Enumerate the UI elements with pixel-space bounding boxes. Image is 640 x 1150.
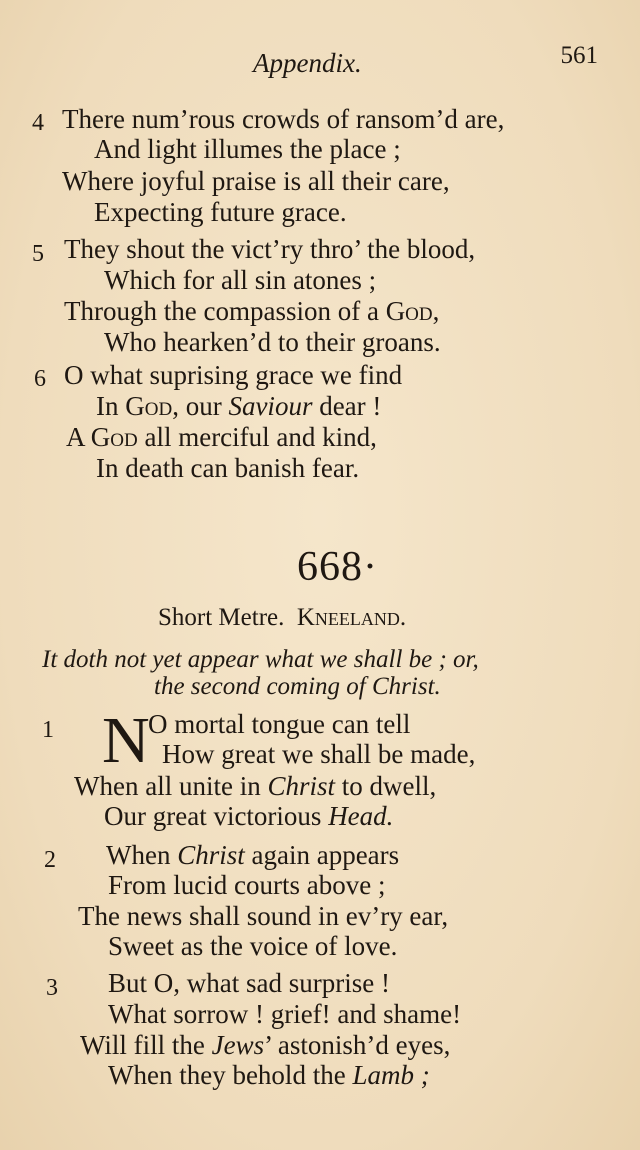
text-run: When xyxy=(106,840,178,870)
text-run: When all unite in xyxy=(74,771,268,801)
verse-line: Sweet as the voice of love. xyxy=(108,931,398,961)
verse-line: From lucid courts above ; xyxy=(108,870,386,900)
text-run: ’ astonish’d eyes, xyxy=(264,1030,451,1060)
verse-line: What sorrow ! grief! and shame! xyxy=(108,999,462,1029)
text-run: again appears xyxy=(244,840,400,870)
hymn-title-line: the second coming of Christ. xyxy=(154,673,441,700)
verse-line: But O, what sad surprise ! xyxy=(108,968,390,998)
italic-word: Christ xyxy=(267,771,335,801)
verse-line: The news shall sound in ev’ry ear, xyxy=(78,901,449,931)
verse-line xyxy=(104,801,393,831)
verse-line: Which for all sin atones ; xyxy=(104,265,377,295)
running-title: Appendix. xyxy=(253,48,362,78)
italic-word: Saviour xyxy=(228,391,313,421)
text-run: dear ! xyxy=(312,391,382,421)
page-number: 561 xyxy=(560,42,598,69)
verse-line: O what suprising grace we find xyxy=(64,360,403,390)
divine-name: God xyxy=(385,296,433,326)
verse-line xyxy=(106,840,399,870)
verse-line: Where joyful praise is all their care, xyxy=(62,166,450,196)
italic-word: Christ xyxy=(177,840,245,870)
text-run: all merciful and kind, xyxy=(137,422,377,452)
verse-line: And light illumes the place ; xyxy=(94,134,401,164)
verse-line: Who hearken’d to their groans. xyxy=(104,327,441,357)
verse-line: Through the compassion of a God, xyxy=(64,296,440,326)
tune-name: Kneeland. xyxy=(296,604,407,631)
text-run: to dwell, xyxy=(334,771,437,801)
verse-number: 5 xyxy=(32,241,44,267)
verse-line xyxy=(74,771,436,801)
verse-number: 4 xyxy=(32,110,44,136)
italic-word: Head. xyxy=(328,801,394,831)
verse-line: In death can banish fear. xyxy=(96,453,360,483)
divine-name: God xyxy=(125,391,173,421)
hymn-number: 668· xyxy=(297,544,378,590)
hymn-title-line: It doth not yet appear what we shall be ; or, xyxy=(42,646,479,673)
verse-line xyxy=(66,422,377,452)
verse-number: 3 xyxy=(46,975,58,1001)
text-run: Will fill the xyxy=(80,1030,212,1060)
metre: Short Metre. xyxy=(158,604,285,631)
verse-line: There num’rous crowds of ransom’d are, xyxy=(62,104,505,134)
verse-number: 6 xyxy=(34,366,46,392)
text-run: When they behold the xyxy=(108,1060,353,1090)
verse-line xyxy=(96,391,381,421)
divine-name: God xyxy=(90,422,138,452)
text-run: Through the compassion of a xyxy=(64,296,386,326)
verse-line: How great we shall be made, xyxy=(162,739,476,769)
verse-line xyxy=(80,1030,450,1060)
text-run: A xyxy=(66,422,91,452)
italic-word: Lamb ; xyxy=(352,1060,430,1090)
verse-line: They shout the vict’ry thro’ the blood, xyxy=(64,234,476,264)
verse-line: Expecting future grace. xyxy=(94,197,347,227)
verse-number: 2 xyxy=(44,847,56,873)
verse-line: O mortal tongue can tell xyxy=(148,709,411,739)
text-run: Our great victorious xyxy=(104,801,329,831)
italic-word: Jews xyxy=(211,1030,265,1060)
hymn-meta xyxy=(158,604,406,632)
text-run: , our xyxy=(172,391,229,421)
text-run: In xyxy=(96,391,126,421)
verse-number: 1 xyxy=(42,717,54,743)
verse-line xyxy=(108,1060,430,1090)
drop-cap: N xyxy=(102,704,150,777)
